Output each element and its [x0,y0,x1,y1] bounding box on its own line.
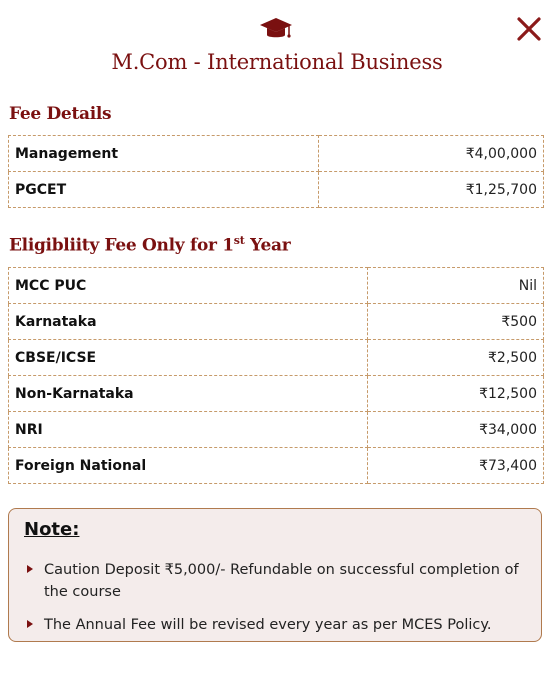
row-label: Non-Karnataka [9,376,368,412]
table-row [9,304,544,340]
heading-superscript: st [233,234,245,247]
row-value: ₹500 [367,304,543,340]
table-row [9,340,544,376]
row-value: ₹1,25,700 [318,172,543,208]
table-row [9,172,544,208]
page-title: M.Com - International Business [111,50,443,74]
table-row [9,448,544,484]
note-title: Note: [24,519,80,540]
row-value: ₹4,00,000 [318,136,543,172]
triangle-bullet-icon [27,620,33,628]
list-item [27,614,527,636]
row-label: CBSE/ICSE [9,340,368,376]
note-list [27,559,527,647]
list-item [27,559,527,603]
row-label: Foreign National [9,448,368,484]
row-label: Management [9,136,319,172]
table-row [9,268,544,304]
triangle-bullet-icon [27,565,33,573]
table-row [9,136,544,172]
graduation-cap-icon [259,17,293,41]
heading-text: Eligibliity Fee Only for 1 [9,235,234,256]
row-value: ₹2,500 [367,340,543,376]
row-value: ₹34,000 [367,412,543,448]
row-value: ₹73,400 [367,448,543,484]
row-label: NRI [9,412,368,448]
close-icon[interactable] [515,15,543,43]
note-text: The Annual Fee will be revised every year as per MCES Policy. [44,617,492,633]
note-box [8,508,542,642]
eligibility-fee-table [8,267,544,484]
heading-suffix: Year [244,235,291,256]
note-text: Caution Deposit ₹5,000/- Refundable on successful completion of the course [44,562,519,600]
row-label: Karnataka [9,304,368,340]
modal-header [0,0,554,96]
row-value: ₹12,500 [367,376,543,412]
table-row [9,376,544,412]
row-value: Nil [367,268,543,304]
row-label: PGCET [9,172,319,208]
fee-details-heading: Fee Details [9,104,112,124]
fee-details-table [8,135,544,208]
table-row [9,412,544,448]
eligibility-fee-heading [0,234,290,256]
row-label: MCC PUC [9,268,368,304]
